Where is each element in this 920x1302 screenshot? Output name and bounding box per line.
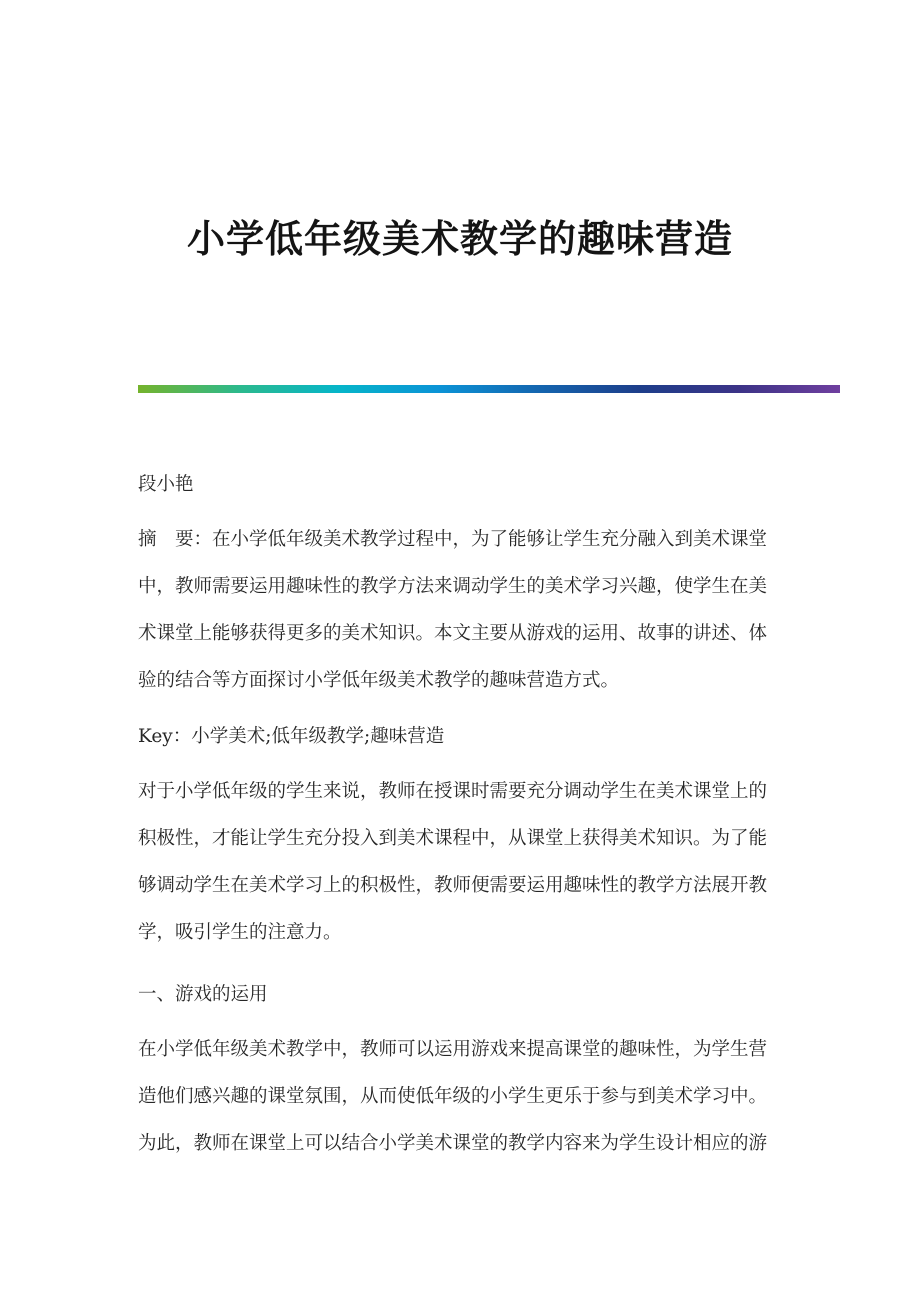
abstract-paragraph: 摘 要：在小学低年级美术教学过程中，为了能够让学生充分融入到美术课堂中，教师需要运用趣味性的教学方法来调动学生的美术学习兴趣，使学生在美术课堂上能够获得更多的美术知识。本文主要从游戏的运用、故事的讲述、体验的结合等方面探讨小学低年级美术教学的趣味营造方式。: [138, 529, 768, 691]
article-body: [138, 461, 767, 1167]
keywords-line: Key：小学美术;低年级教学;趣味营造: [138, 726, 445, 747]
article-title: 小学低年级美术教学的趣味营造: [186, 216, 733, 261]
section-heading-1: 一、游戏的运用: [138, 984, 268, 1005]
author-name: 段小艳: [138, 474, 194, 495]
intro-paragraph: 对于小学低年级的学生来说，教师在授课时需要充分调动学生在美术课堂上的积极性，才能让学生充分投入到美术课程中，从课堂上获得美术知识。为了能够调动学生在美术学习上的积极性，教师便需要运用趣味性的教学方法展开教学，吸引学生的注意力。: [138, 781, 768, 943]
section1-paragraph: 在小学低年级美术教学中，教师可以运用游戏来提高课堂的趣味性，为学生营造他们感兴趣的课堂氛围，从而使低年级的小学生更乐于参与到美术学习中。为此，教师在课堂上可以结合小学美术课堂的教学内容来为学生设计相应的游: [138, 1039, 768, 1154]
accent-divider-bar: [138, 385, 840, 393]
